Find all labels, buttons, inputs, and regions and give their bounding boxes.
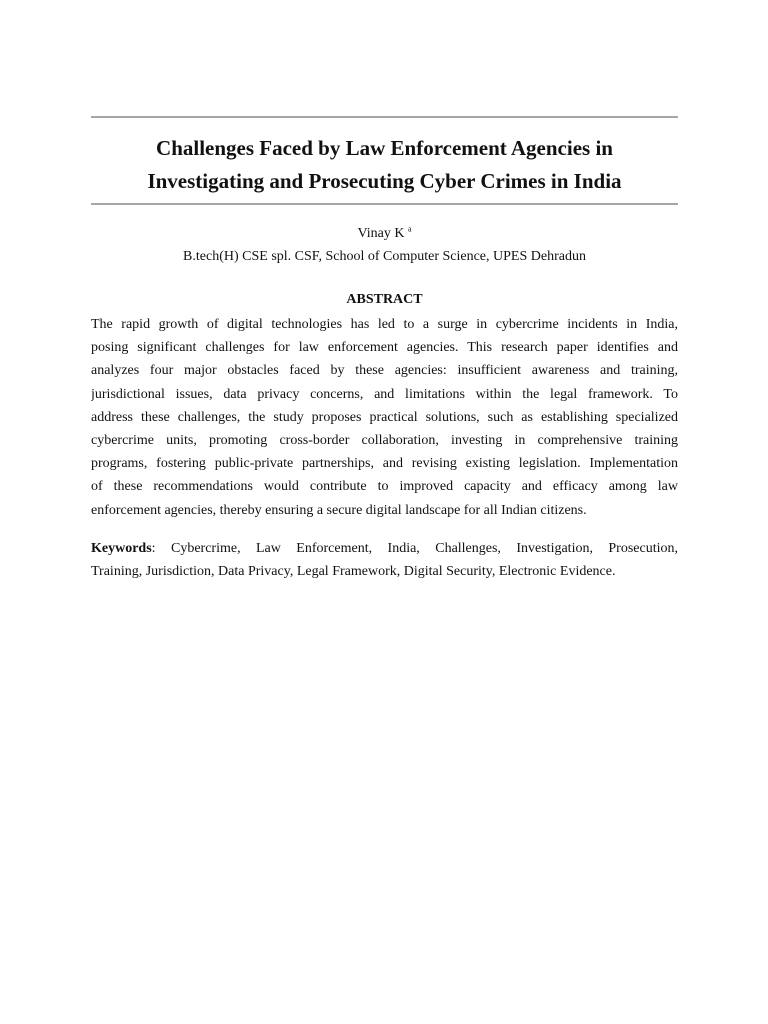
abstract-line: posing significant challenges for law enforcement agencies. This research paper identifies and [91, 340, 678, 356]
author-affiliation: B.tech(H) CSE spl. CSF, School of Computer Science, UPES Dehradun [183, 249, 586, 264]
keywords-line-1 [91, 537, 678, 560]
abstract-body [91, 313, 678, 522]
title-line-2: Investigating and Prosecuting Cyber Crimes in India [147, 169, 622, 193]
author-name: Vinay K [357, 226, 405, 241]
author-affiliation-mark: a [407, 224, 412, 234]
abstract-line: cybercrime units, promoting cross-border collaboration, investing in comprehensive training [91, 433, 678, 449]
abstract-line: enforcement agencies, thereby ensuring a secure digital landscape for all Indian citizens. [91, 502, 587, 518]
top-rule [91, 116, 678, 118]
paper-title [91, 132, 678, 198]
abstract-line: The rapid growth of digital technologies has led to a surge in cybercrime incidents in India, [91, 317, 678, 332]
abstract-line: analyzes four major obstacles faced by these agencies: insufficient awareness and training, [91, 363, 678, 379]
abstract-line: programs, fostering public-private partnerships, and revising existing legislation. Implementation [91, 456, 678, 472]
abstract-line: of these recommendations would contribute to improved capacity and efficacy among law [91, 479, 678, 495]
abstract-line: jurisdictional issues, data privacy concerns, and limitations within the legal framework. To [91, 386, 678, 402]
keywords-label: Keywords [91, 541, 152, 556]
keywords [91, 537, 678, 583]
title-bottom-rule [91, 203, 678, 205]
author [91, 224, 678, 244]
abstract-line: address these challenges, the study proposes practical solutions, such as establishing specialized [91, 409, 678, 425]
keywords-line-2: Training, Jurisdiction, Data Privacy, Legal Framework, Digital Security, Electronic Evidence. [91, 564, 616, 580]
title-line-1: Challenges Faced by Law Enforcement Agencies in [156, 136, 613, 160]
keywords-list-part-1: : Cybercrime, Law Enforcement, India, Challenges, Investigation, Prosecution, [151, 541, 678, 556]
abstract-heading: ABSTRACT [346, 292, 423, 307]
